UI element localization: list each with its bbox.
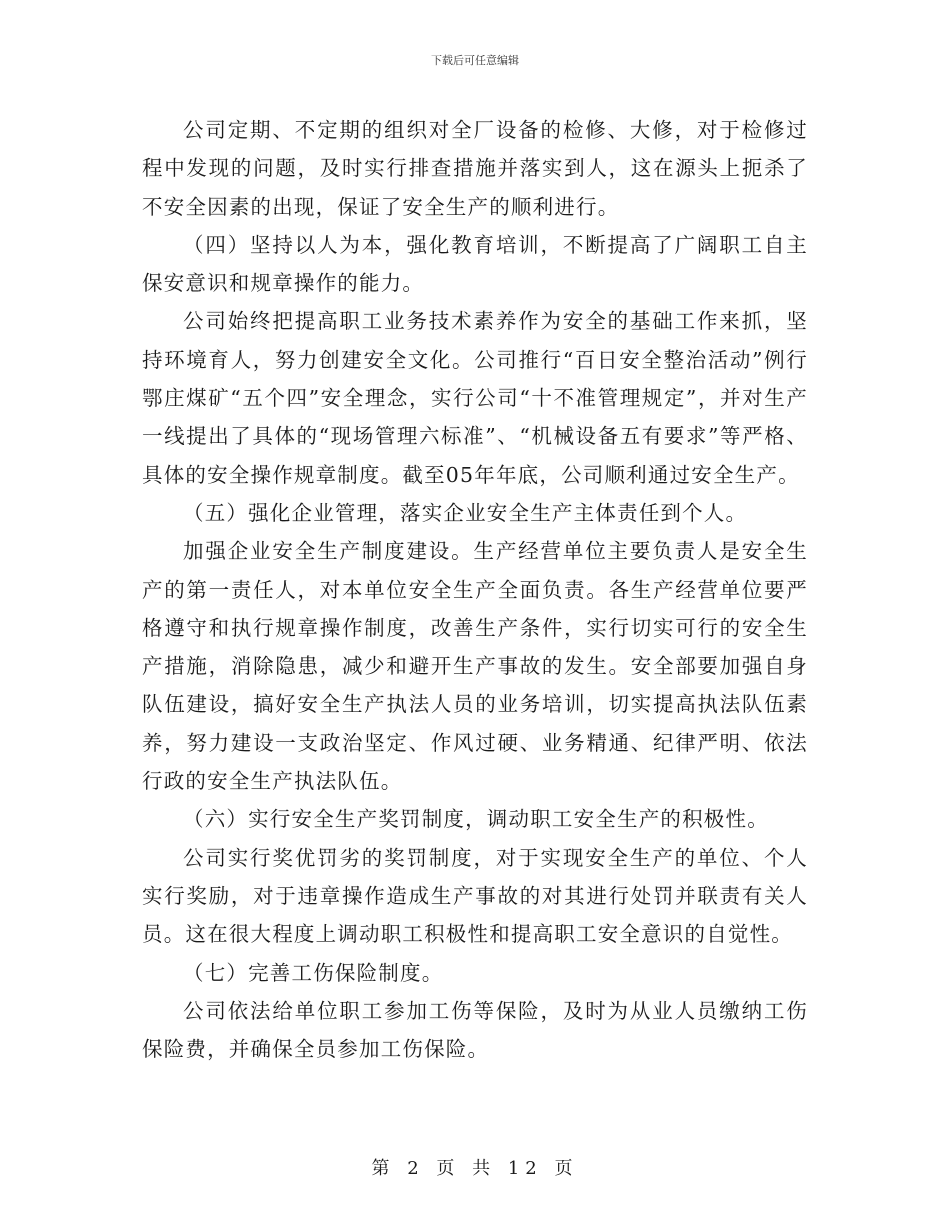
paragraph-2: 公司始终把提高职工业务技术素养作为安全的基础工作来抓，坚持环境育人，努力创建安全文化。公司推行“百日安全整治活动”例行鄂庄煤矿“五个四”安全理念，实行公司“十不准管理规定”，并对生产一线提出了具体的“现场管理六标准”、“机械设备五有要求”等严格、具体的安全操作规章制度。截至05年年底，公司顺利通过安全生产。 — [142, 309, 808, 487]
paragraph-5: 公司依法给单位职工参加工伤等保险，及时为从业人员缴纳工伤保险费，并确保全员参加工伤保险。 — [142, 998, 808, 1062]
section-heading-6: （六）实行安全生产奖罚制度，调动职工安全生产的积极性。 — [183, 807, 769, 832]
section-heading-4: （四）坚持以人为本，强化教育培训，不断提高了广阔职工自主保安意识和规章操作的能力。 — [142, 232, 808, 296]
section-heading-7: （七）完善工伤保险制度。 — [183, 960, 444, 985]
paragraph-4: 公司实行奖优罚劣的奖罚制度，对于实现安全生产的单位、个人实行奖励，对于违章操作造成生产事故的对其进行处罚并联责有关人员。这在很大程度上调动职工积极性和提高职工安全意识的自觉性。 — [142, 845, 808, 947]
document-body — [142, 111, 808, 1068]
section-heading-5: （五）强化企业管理，落实企业安全生产主体责任到个人。 — [183, 500, 748, 525]
page-number-footer: 第 2 页 共 12 页 — [371, 1158, 579, 1179]
page-header: 下载后可任意编辑 — [431, 54, 519, 67]
paragraph-3: 加强企业安全生产制度建设。生产经营单位主要负责人是安全生产的第一责任人，对本单位安全生产全面负责。各生产经营单位要严格遵守和执行规章操作制度，改善生产条件，实行切实可行的安全生产措施，消除隐患，减少和避开生产事故的发生。安全部要加强自身队伍建设，搞好安全生产执法人员的业务培训，切实提高执法队伍素养，努力建设一支政治坚定、作风过硬、业务精通、纪律严明、依法行政的安全生产执法队伍。 — [142, 539, 808, 794]
paragraph-1: 公司定期、不定期的组织对全厂设备的检修、大修，对于检修过程中发现的问题，及时实行排查措施并落实到人，这在源头上扼杀了不安全因素的出现，保证了安全生产的顺利进行。 — [142, 118, 808, 219]
